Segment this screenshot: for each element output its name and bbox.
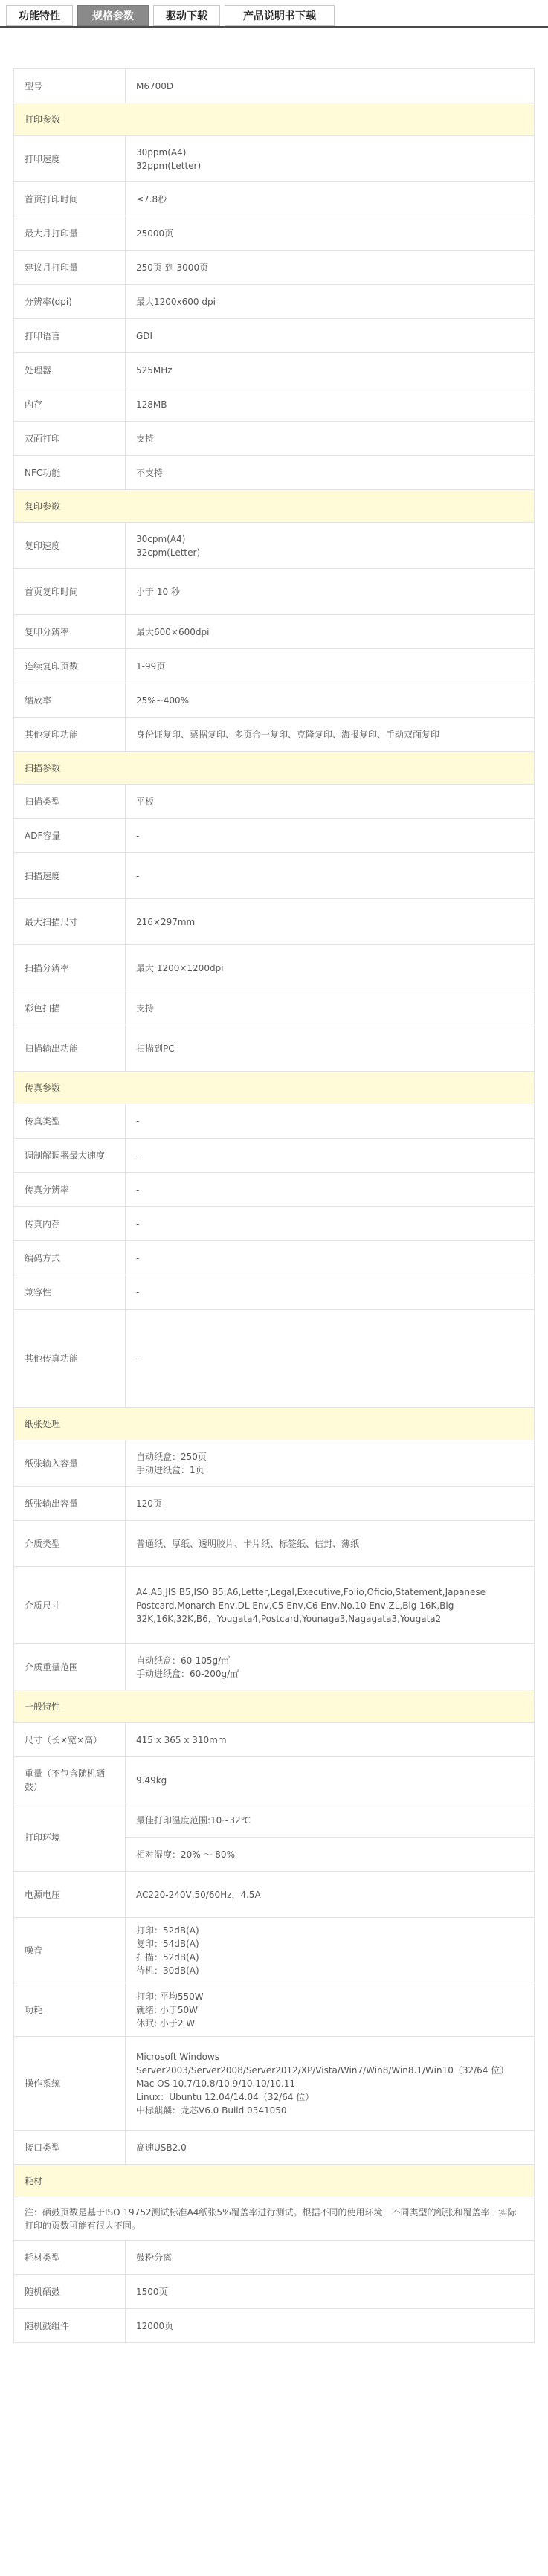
spec-row	[14, 649, 535, 683]
spec-label: 缩放率	[14, 683, 126, 718]
spec-label: 随机硒鼓	[14, 2275, 126, 2309]
spec-value: 最大600×600dpi	[136, 626, 210, 637]
spec-value: 415 x 365 x 310mm	[136, 1734, 227, 1745]
spec-value-cell	[126, 319, 535, 353]
spec-row	[14, 1173, 535, 1207]
spec-value-cell	[126, 1757, 535, 1803]
section-title: 复印参数	[25, 500, 61, 512]
tab-manual-download[interactable]: 产品说明书下载	[225, 5, 335, 26]
spec-label: 介质尺寸	[14, 1567, 126, 1644]
spec-label: 扫描分辨率	[14, 945, 126, 991]
tab-features[interactable]: 功能特性	[6, 5, 73, 26]
spec-value: 32ppm(Letter)	[136, 160, 202, 171]
spec-value-cell	[126, 1440, 535, 1487]
spec-value: 手动进纸盒：60-200g/㎡	[136, 1668, 239, 1679]
spec-label: 最大扫描尺寸	[14, 899, 126, 945]
spec-value: 最大 1200×1200dpi	[136, 962, 224, 973]
spec-row	[14, 216, 535, 251]
spec-label: 型号	[14, 69, 126, 103]
spec-value-cell	[126, 853, 535, 899]
spec-row	[14, 2241, 535, 2275]
spec-value-cell	[126, 819, 535, 853]
spec-value: -	[136, 830, 140, 841]
spec-value-cell	[126, 136, 535, 182]
spec-row	[14, 1723, 535, 1757]
spec-row	[14, 353, 535, 387]
spec-value: 支持	[136, 1002, 155, 1014]
spec-value: Linux：Ubuntu 12.04/14.04（32/64 位）	[136, 2091, 315, 2102]
spec-value-cell	[126, 422, 535, 456]
section-header	[14, 1408, 535, 1440]
spec-label: 接口类型	[14, 2131, 126, 2165]
section-title: 打印参数	[25, 114, 61, 125]
spec-value: 平板	[136, 796, 155, 807]
spec-row	[14, 569, 535, 615]
spec-value: 最佳打印温度范围:10~32℃	[136, 1815, 251, 1826]
spec-value-cell	[126, 69, 535, 103]
spec-value: 1-99页	[136, 660, 166, 672]
spec-value-cell	[126, 523, 535, 569]
spec-value: Microsoft Windows Server2003/Server2008/Server2012/XP/Vista/Win7/Win8/Win8.1/Win10（32/64 位）	[136, 2051, 509, 2076]
spec-value-cell	[126, 1918, 535, 1983]
spec-row	[14, 1440, 535, 1487]
spec-row	[14, 1872, 535, 1918]
spec-row	[14, 718, 535, 752]
spec-value: -	[136, 1252, 140, 1263]
spec-row	[14, 2309, 535, 2343]
spec-value: 525MHz	[136, 364, 173, 376]
spec-value: 复印：54dB(A)	[136, 1938, 199, 1949]
spec-label: 调制解调器最大速度	[14, 1139, 126, 1173]
spec-label: 首页打印时间	[14, 182, 126, 216]
spec-value: 120页	[136, 1498, 162, 1509]
spec-value-cell	[126, 182, 535, 216]
spec-value: 25%~400%	[136, 695, 190, 706]
spec-label: 其他传真功能	[14, 1310, 126, 1408]
spec-value: 手动进纸盒：1页	[136, 1464, 204, 1475]
spec-value: -	[136, 1287, 140, 1298]
spec-value: ≤7.8秒	[136, 193, 167, 205]
spec-label: 打印语言	[14, 319, 126, 353]
section-title: 一般特性	[25, 1701, 61, 1712]
spec-label: ADF容量	[14, 819, 126, 853]
spec-value: 自动纸盒：250页	[136, 1451, 207, 1462]
spec-value: 250页 到 3000页	[136, 262, 209, 273]
spec-label: 打印环境	[14, 1803, 126, 1872]
spec-label: 重量（不包含随机硒鼓）	[14, 1757, 126, 1803]
spec-row	[14, 2131, 535, 2165]
spec-value: 30ppm(A4)	[136, 146, 187, 158]
spec-value: 30cpm(A4)	[136, 533, 186, 544]
spec-row	[14, 785, 535, 819]
spec-value-cell	[126, 991, 535, 1025]
spec-row	[14, 2275, 535, 2309]
spec-value: 扫描到PC	[136, 1043, 175, 1054]
spec-value: 不支持	[136, 467, 164, 478]
spec-label: 传真内存	[14, 1207, 126, 1241]
spec-value-cell	[126, 1872, 535, 1918]
spec-label: 连续复印页数	[14, 649, 126, 683]
section-header	[14, 2165, 535, 2197]
spec-row	[14, 1803, 535, 1838]
section-title: 传真参数	[25, 1082, 61, 1093]
spec-row	[14, 819, 535, 853]
spec-value-cell	[126, 615, 535, 649]
spec-value: 鼓粉分离	[136, 2252, 173, 2263]
spec-row	[14, 1275, 535, 1310]
spec-value: 打印: 平均550W	[136, 1991, 204, 2002]
spec-value: 25000页	[136, 228, 174, 239]
spec-value-cell	[126, 251, 535, 285]
spec-value: 32cpm(Letter)	[136, 547, 201, 558]
spec-value-cell	[126, 1723, 535, 1757]
spec-row	[14, 251, 535, 285]
spec-value: 普通纸、厚纸、透明胶片、卡片纸、标签纸、信封、薄纸	[136, 1538, 360, 1549]
spec-value: 1500页	[136, 2286, 168, 2297]
spec-value: 128MB	[136, 399, 167, 410]
spec-label: 扫描类型	[14, 785, 126, 819]
spec-row	[14, 136, 535, 182]
spec-row	[14, 1983, 535, 2037]
spec-value-cell	[126, 1521, 535, 1567]
spec-value-cell	[126, 2309, 535, 2343]
spec-value: M6700D	[136, 80, 174, 91]
spec-label: 扫描速度	[14, 853, 126, 899]
spec-label: 内存	[14, 387, 126, 422]
spec-value-cell	[126, 1173, 535, 1207]
spec-value-cell	[126, 1104, 535, 1139]
spec-value: 12000页	[136, 2320, 174, 2331]
spec-label: 编码方式	[14, 1241, 126, 1275]
spec-value: 就绪: 小于50W	[136, 2004, 198, 2015]
spec-label: 打印速度	[14, 136, 126, 182]
spec-value: 休眠: 小于2 W	[136, 2018, 196, 2029]
spec-label: 纸张输出容量	[14, 1487, 126, 1521]
section-title: 扫描参数	[25, 762, 61, 773]
spec-row	[14, 69, 535, 103]
spec-value-cell	[126, 718, 535, 752]
spec-row	[14, 1757, 535, 1803]
spec-row	[14, 1139, 535, 1173]
spec-value-cell	[126, 1207, 535, 1241]
spec-row	[14, 456, 535, 490]
spec-value: 小于 10 秒	[136, 586, 180, 597]
spec-row	[14, 1567, 535, 1644]
spec-row	[14, 991, 535, 1025]
spec-row	[14, 285, 535, 319]
section-header	[14, 1072, 535, 1104]
spec-label: 最大月打印量	[14, 216, 126, 251]
spec-label: 尺寸（长×宽×高）	[14, 1723, 126, 1757]
spec-value: 相对湿度：20% 〜 80%	[136, 1849, 235, 1860]
tab-specs[interactable]: 规格参数	[77, 5, 149, 26]
spec-label: 首页复印时间	[14, 569, 126, 615]
spec-label: 兼容性	[14, 1275, 126, 1310]
spec-value: -	[136, 1353, 140, 1364]
spec-row	[14, 387, 535, 422]
spec-value: 打印：52dB(A)	[136, 1925, 199, 1936]
spec-label: NFC功能	[14, 456, 126, 490]
spec-value: 9.49kg	[136, 1774, 167, 1786]
spec-label: 传真分辨率	[14, 1173, 126, 1207]
section-title: 耗材	[25, 2175, 43, 2186]
spec-label: 介质类型	[14, 1521, 126, 1567]
spec-value: GDI	[136, 330, 153, 341]
section-header	[14, 103, 535, 136]
spec-value-cell	[126, 2241, 535, 2275]
spec-row	[14, 683, 535, 718]
spec-value-cell	[126, 285, 535, 319]
spec-value-cell	[126, 1983, 535, 2037]
spec-label: 双面打印	[14, 422, 126, 456]
spec-row	[14, 182, 535, 216]
section-header	[14, 752, 535, 785]
spec-value-cell	[126, 683, 535, 718]
spec-value-cell	[126, 1567, 535, 1644]
spec-value: Mac OS 10.7/10.8/10.9/10.10/10.11	[136, 2078, 296, 2089]
spec-value: 待机：30dB(A)	[136, 1965, 199, 1976]
spec-value: -	[136, 1115, 140, 1127]
spec-row	[14, 2037, 535, 2131]
spec-value-cell	[126, 353, 535, 387]
spec-label: 传真类型	[14, 1104, 126, 1139]
spec-value-cell	[126, 2037, 535, 2131]
spec-value-cell	[126, 387, 535, 422]
tab-bar	[0, 0, 548, 30]
spec-value-cell	[126, 1487, 535, 1521]
spec-value: 中标麒麟：龙芯V6.0 Build 0341050	[136, 2105, 287, 2116]
spec-row	[14, 319, 535, 353]
note-row	[14, 2197, 535, 2241]
spec-value: 支持	[136, 433, 155, 444]
section-header	[14, 490, 535, 523]
spec-row	[14, 945, 535, 991]
spec-row	[14, 1025, 535, 1072]
section-header	[14, 1690, 535, 1723]
spec-value-cell	[126, 569, 535, 615]
spec-value: -	[136, 870, 140, 881]
spec-row	[14, 1918, 535, 1983]
spec-value: -	[136, 1218, 140, 1229]
spec-label: 彩色扫描	[14, 991, 126, 1025]
spec-value-cell	[126, 1644, 535, 1690]
spec-label: 功耗	[14, 1983, 126, 2037]
section-title: 纸张处理	[25, 1418, 61, 1429]
spec-row	[14, 523, 535, 569]
note-text: 注：硒鼓页数是基于ISO 19752测试标准A4纸张5%覆盖率进行测试。根据不同的使用环境，不同类型的纸张和覆盖率，实际打印的页数可能有很大不同。	[14, 2197, 535, 2241]
spec-value-cell	[126, 1025, 535, 1072]
spec-label: 随机鼓组件	[14, 2309, 126, 2343]
spec-value-cell	[126, 899, 535, 945]
spec-label: 介质重量范围	[14, 1644, 126, 1690]
spec-row	[14, 1241, 535, 1275]
spec-label: 分辨率(dpi)	[14, 285, 126, 319]
spec-value-cell	[126, 2131, 535, 2165]
spec-value: -	[136, 1150, 140, 1161]
spec-value: 扫描：52dB(A)	[136, 1951, 199, 1962]
spec-row	[14, 422, 535, 456]
spec-label: 处理器	[14, 353, 126, 387]
spec-value: -	[136, 1184, 140, 1195]
spec-label: 扫描输出功能	[14, 1025, 126, 1072]
tab-underline	[0, 26, 548, 28]
spec-row	[14, 1487, 535, 1521]
spec-value-cell	[126, 785, 535, 819]
spec-value: 216×297mm	[136, 916, 196, 927]
spec-row	[14, 1521, 535, 1567]
spec-row	[14, 1207, 535, 1241]
spec-value: A4,A5,JIS B5,ISO B5,A6,Letter,Legal,Executive,Folio,Oficio,Statement,Japanese Postcard,Monarch Env,DL Env,C5 Env,C6 Env,No.10 Env,ZL,Big 16K,Big 32K,16K,32K,B6，Yougata4,Postcard,Younaga3,Nagagata3,Yougata2	[136, 1586, 486, 1624]
spec-label: 操作系统	[14, 2037, 126, 2131]
spec-value: 最大1200x600 dpi	[136, 296, 216, 307]
spec-value-cell	[126, 945, 535, 991]
spec-value-cell	[126, 1803, 535, 1838]
tab-driver-download[interactable]: 驱动下载	[153, 5, 220, 26]
spec-value-cell	[126, 1838, 535, 1872]
spec-label: 其他复印功能	[14, 718, 126, 752]
spec-row	[14, 853, 535, 899]
spec-label: 纸张输入容量	[14, 1440, 126, 1487]
spec-label: 复印分辨率	[14, 615, 126, 649]
spec-value: 身份证复印、票据复印、多页合一复印、克隆复印、海报复印、手动双面复印	[136, 729, 440, 740]
spec-row	[14, 899, 535, 945]
spec-value-cell	[126, 1275, 535, 1310]
spec-label: 耗材类型	[14, 2241, 126, 2275]
spec-value-cell	[126, 2275, 535, 2309]
spec-value-cell	[126, 1310, 535, 1408]
spec-value-cell	[126, 649, 535, 683]
spec-value: AC220-240V,50/60Hz，4.5A	[136, 1889, 261, 1900]
spec-row	[14, 1104, 535, 1139]
spec-label: 复印速度	[14, 523, 126, 569]
spec-label: 噪音	[14, 1918, 126, 1983]
spec-table	[13, 68, 535, 2343]
spec-label: 建议月打印量	[14, 251, 126, 285]
spec-value-cell	[126, 216, 535, 251]
spec-label: 电源电压	[14, 1872, 126, 1918]
spec-row	[14, 615, 535, 649]
spec-row	[14, 1644, 535, 1690]
spec-value: 自动纸盒：60-105g/㎡	[136, 1655, 231, 1666]
spec-value-cell	[126, 1139, 535, 1173]
spec-value: 高速USB2.0	[136, 2142, 187, 2153]
spec-value-cell	[126, 456, 535, 490]
spec-row	[14, 1310, 535, 1408]
spec-value-cell	[126, 1241, 535, 1275]
